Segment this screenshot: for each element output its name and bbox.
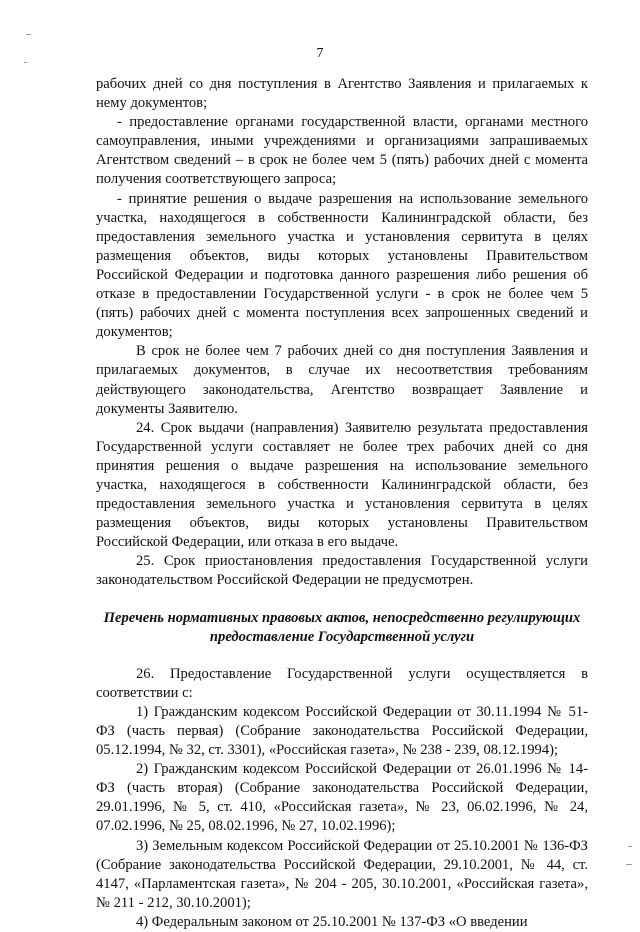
scan-mark-right-lower	[628, 846, 632, 847]
list-item: 4) Федеральным законом от 25.10.2001 № 137-ФЗ «О введении	[136, 913, 528, 930]
paragraph: 25. Срок приостановления предоставления Государственной услуги законодательством Российской Федерации не предусмотрен.	[96, 553, 588, 589]
paragraph: - принятие решения о выдаче разрешения на использование земельного участка, находящегося в собственности Калининградской области, без предоставления земельного участка и установления сервитута в целях размещения объектов, виды которых установлены Правительством Российской Федерации и подготовка данного разрешения либо решения об отказе в предоставлении Государственной услуги - в срок не более чем 5 (пять) рабочих дней с момента поступления всех запрошенных сведений и документов;	[96, 190, 588, 341]
list-item: 2) Гражданским кодексом Российской Федерации от 26.01.1996 № 14-ФЗ (часть вторая) (Собрание законодательства Российской Федерации, 29.01.1996, № 5, ст. 410, «Российская газета», № 23, 06.02.1996, № 24, 07.02.1996, № 25, 08.02.1996, № 27, 10.02.1996);	[96, 761, 588, 835]
paragraph: 24. Срок выдачи (направления) Заявителю результата предоставления Государственной услуги составляет не более трех рабочих дней со дня принятия решения о выдаче разрешения на использование земельного участка, находящегося в собственности Калининградской области, без предоставления земельного участка и установления сервитута в целях размещения объектов, виды которых установлены Правительством Российской Федерации, или отказа в его выдаче.	[96, 419, 588, 551]
paragraph: 26. Предоставление Государственной услуги осуществляется в соответствии с:	[96, 665, 588, 701]
list-item: 3) Земельным кодексом Российской Федерации от 25.10.2001 № 136-ФЗ (Собрание законодательства Российской Федерации, 29.10.2001, № 44, ст. 4147, «Парламентская газета», № 204 - 205, 30.10.2001, «Российская газета», № 211 - 212, 30.10.2001);	[96, 837, 588, 911]
scan-mark-left-upper	[24, 62, 27, 63]
paragraph: рабочих дней со дня поступления в Агентство Заявления и прилагаемых к нему документов;	[96, 76, 588, 112]
page-number: 7	[316, 46, 324, 61]
scan-mark-left-top	[26, 34, 31, 35]
paragraph: - предоставление органами государственной власти, органами местного самоуправления, иными учреждениями и организациями запрашиваемых Агентством сведений – в срок не более чем 5 (пять) рабочих дней с момента получения соответствующего запроса;	[96, 114, 588, 188]
document-body	[96, 75, 588, 932]
list-item: 1) Гражданским кодексом Российской Федерации от 30.11.1994 № 51-ФЗ (часть первая) (Собрание законодательства Российской Федерации, 05.12.1994, № 32, ст. 3301), «Российская газета», № 238 - 239, 08.12.1994);	[96, 703, 588, 759]
paragraph: В срок не более чем 7 рабочих дней со дня поступления Заявления и прилагаемых документов, в случае их несоответствия требованиям действующего законодательства, Агентство возвращает Заявление и документы Заявителю.	[96, 343, 588, 417]
scan-mark-right-bottom	[626, 864, 632, 865]
section-heading: Перечень нормативных правовых актов, непосредственно регулирующих предоставление Государственной услуги	[103, 609, 581, 645]
